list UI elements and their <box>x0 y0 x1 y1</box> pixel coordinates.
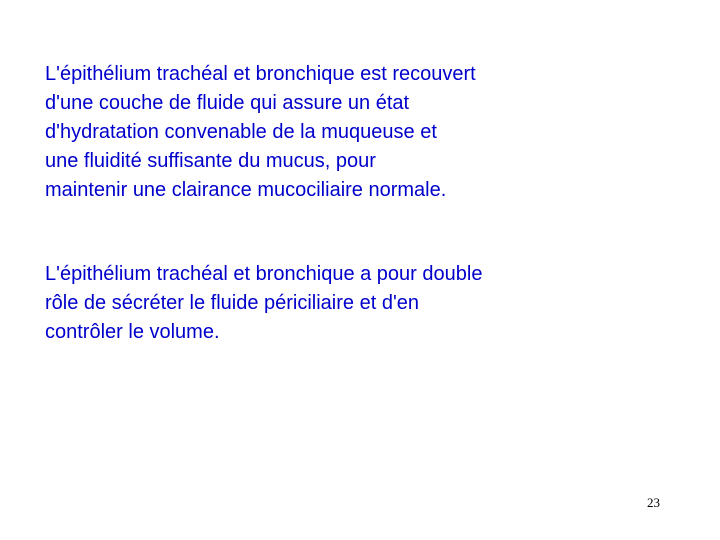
paragraph-epithelium-fluid <box>45 60 476 205</box>
paragraph-line: rôle de sécréter le fluide périciliaire et d'en <box>45 292 420 314</box>
paragraph-line: L'épithélium trachéal et bronchique a pour double <box>45 263 483 285</box>
paragraph-epithelium-role <box>45 260 482 347</box>
paragraph-line: maintenir une clairance mucociliaire normale. <box>45 179 447 201</box>
page-number: 23 <box>647 495 660 510</box>
paragraph-line: L'épithélium trachéal et bronchique est recouvert <box>45 63 476 85</box>
paragraph-line: une fluidité suffisante du mucus, pour <box>45 150 376 172</box>
paragraph-line: d'hydratation convenable de la muqueuse et <box>45 121 437 143</box>
paragraph-line: contrôler le volume. <box>45 321 220 343</box>
paragraph-line: d'une couche de fluide qui assure un état <box>45 92 410 114</box>
